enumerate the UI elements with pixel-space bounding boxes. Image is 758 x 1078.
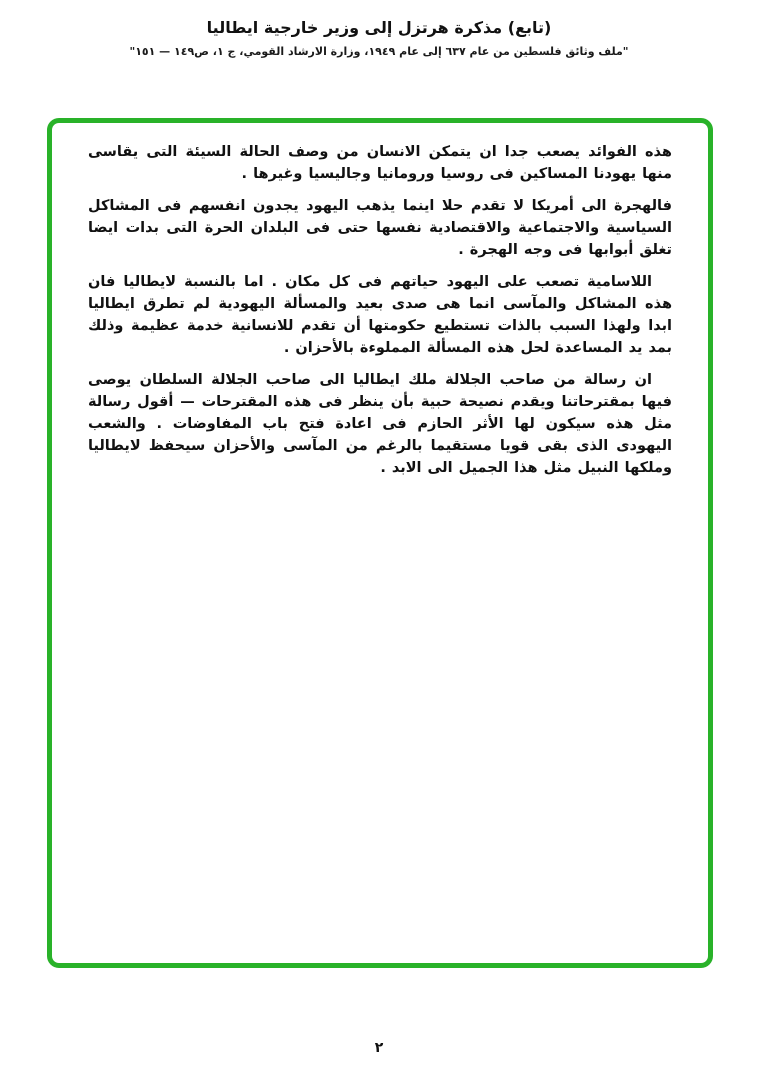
document-header — [0, 18, 758, 58]
paragraph-2: فالهجرة الى أمريكا لا تقدم حلا اينما يذهب اليهود يجدون انفسهم فى المشاكل السياسية والاجتماعية والاقتصادية نفسها حتى فى البلدان الحرة التى بدات ايضا تغلق أبوابها فى وجه الهجرة . — [88, 198, 672, 258]
page-number: ٢ — [374, 1040, 384, 1056]
paragraph-4: ان رسالة من صاحب الجلالة ملك ايطاليا الى صاحب الجلالة السلطان يوصى فيها بمقترحاتنا ويقدم نصيحة حبية بأن ينظر فى هذه المقترحات — أقول رسالة مثل هذه سيكون لها الأثر الحازم فى اعادة فتح باب المفاوضات . والشعب اليهودى الذى بقى قويا مستقيما بالرغم من المآسى والأحزان سيحفظ لايطاليا وملكها النبيل مثل هذا الجميل الى الابد . — [88, 372, 672, 476]
content-border-box — [47, 118, 713, 968]
paragraph-3: اللاسامية تصعب على اليهود حياتهم فى كل مكان . اما بالنسبة لايطاليا فان هذه المشاكل والمآسى انما هى صدى بعيد والمسألة اليهودية لم تطرق ايطاليا ابدا ولهذا السبب بالذات تستطيع حكومتها أن تقدم للانسانية خدمة عظيمة وذلك بمد يد المساعدة لحل هذه المسألة المملوءة بالأحزان . — [88, 274, 672, 356]
document-title: (تابع) مذكرة هرتزل إلى وزير خارجية ايطاليا — [206, 18, 552, 37]
document-footer — [0, 1040, 758, 1056]
document-source-citation: "ملف وثائق فلسطين من عام ٦٣٧ إلى عام ١٩٤٩، وزارة الارشاد القومي، ج ١، ص١٤٩ — ١٥١" — [129, 45, 629, 58]
paragraph-1: هذه الفوائد يصعب جدا ان يتمكن الانسان من وصف الحالة السيئة التى يقاسى منها يهودنا المساكين فى روسيا ورومانيا وجاليسيا وغيرها . — [88, 144, 672, 182]
